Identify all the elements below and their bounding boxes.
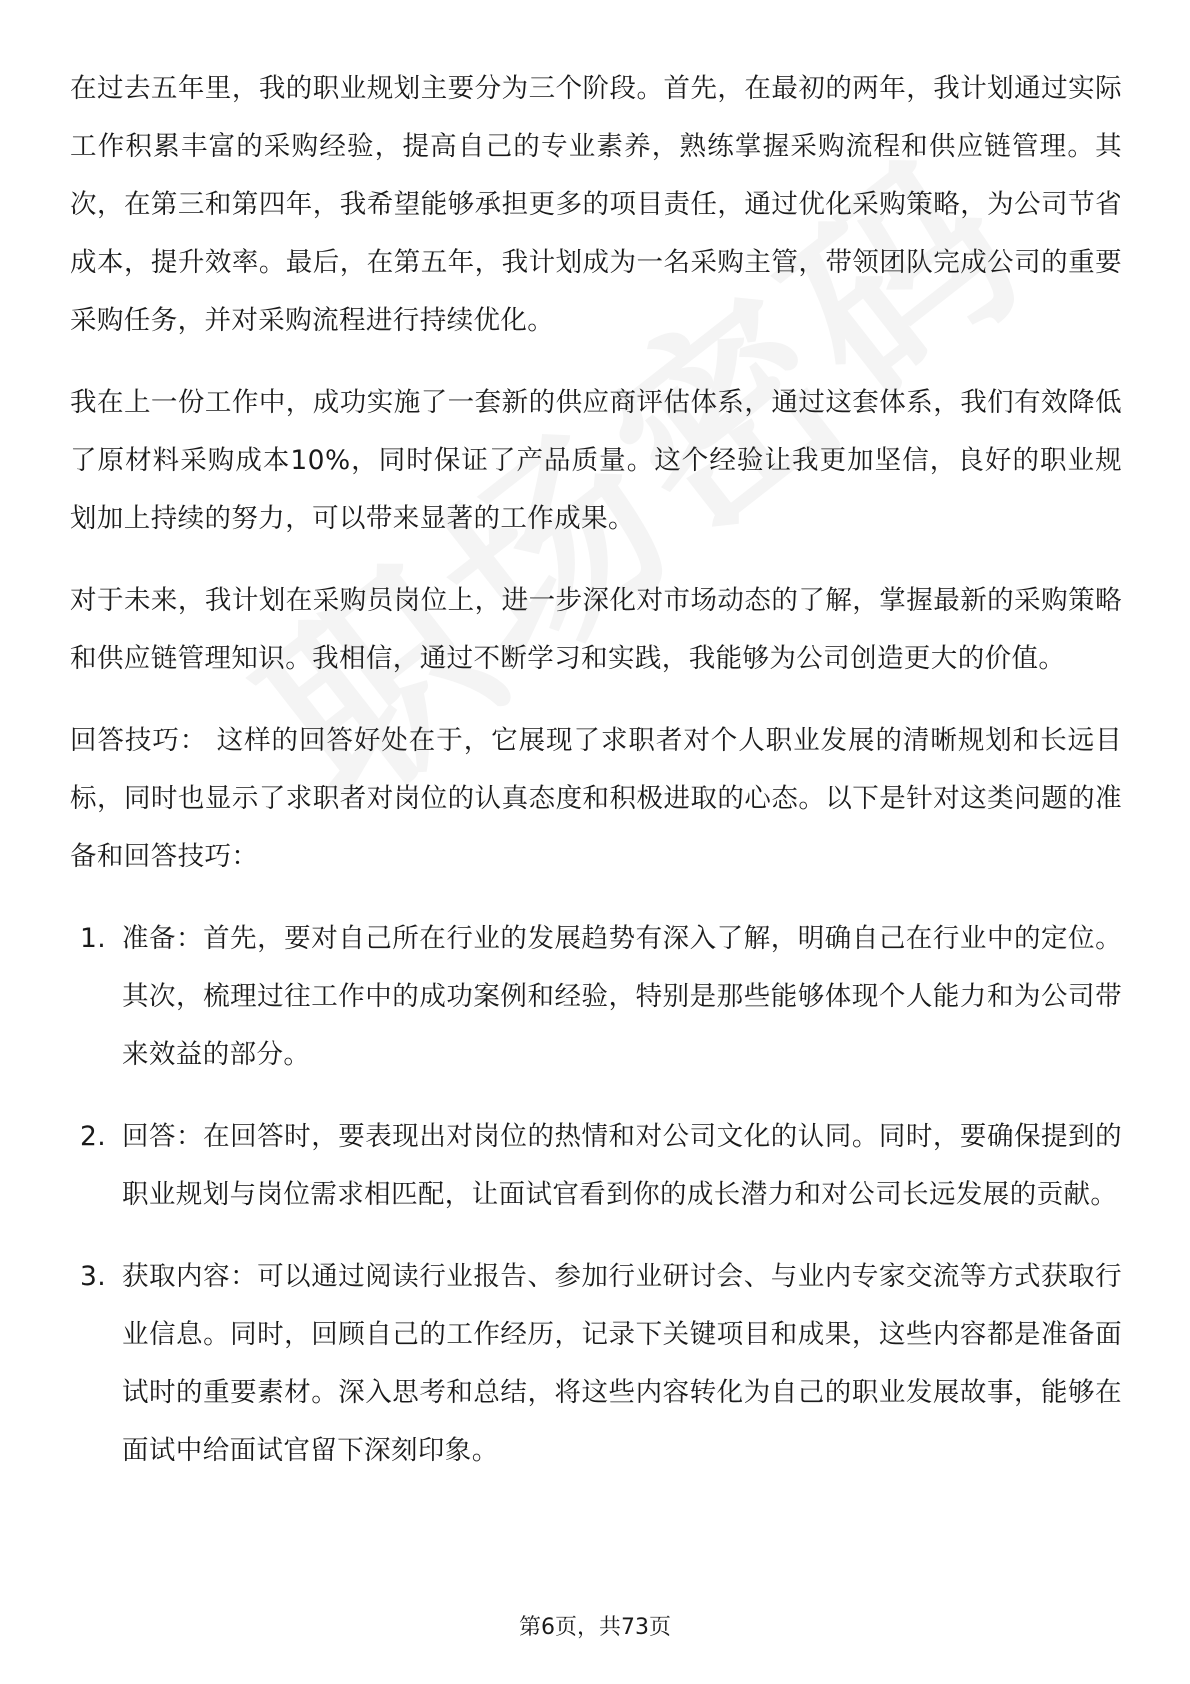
paragraph-future-plan: 对于未来，我计划在采购员岗位上，进一步深化对市场动态的了解，掌握最新的采购策略和供应链管理知识。我相信，通过不断学习和实践，我能够为公司创造更大的价值。 [70, 585, 1122, 674]
list-item-text: 获取内容：可以通过阅读行业报告、参加行业研讨会、与业内专家交流等方式获取行业信息。同时，回顾自己的工作经历，记录下关键项目和成果，这些内容都是准备面试时的重要素材。深入思考和总结，将这些内容转化为自己的职业发展故事，能够在面试中给面试官留下深刻印象。 [122, 1261, 1122, 1466]
list-item-number: 2. [80, 1121, 107, 1152]
list-item [70, 1108, 1122, 1224]
list-item-text: 回答：在回答时，要表现出对岗位的热情和对公司文化的认同。同时，要确保提到的职业规划与岗位需求相匹配，让面试官看到你的成长潜力和对公司长远发展的贡献。 [122, 1121, 1122, 1210]
paragraph-answer-tips: 回答技巧： 这样的回答好处在于，它展现了求职者对个人职业发展的清晰规划和长远目标，同时也显示了求职者对岗位的认真态度和积极进取的心态。以下是针对这类问题的准备和回答技巧： [70, 725, 1122, 872]
page-footer [0, 1610, 1190, 1641]
paragraph-career-plan: 在过去五年里，我的职业规划主要分为三个阶段。首先，在最初的两年，我计划通过实际工作积累丰富的采购经验，提高自己的专业素养，熟练掌握采购流程和供应链管理。其次，在第三和第四年，我希望能够承担更多的项目责任，通过优化采购策略，为公司节省成本，提升效率。最后，在第五年，我计划成为一名采购主管，带领团队完成公司的重要采购任务，并对采购流程进行持续优化。 [70, 73, 1122, 336]
document-body [70, 60, 1122, 1504]
paragraph-past-experience: 我在上一份工作中，成功实施了一套新的供应商评估体系，通过这套体系，我们有效降低了原材料采购成本10%，同时保证了产品质量。这个经验让我更加坚信，良好的职业规划加上持续的努力，可以带来显著的工作成果。 [70, 387, 1122, 534]
list-item-text: 准备：首先，要对自己所在行业的发展趋势有深入了解，明确自己在行业中的定位。其次，梳理过往工作中的成功案例和经验，特别是那些能够体现个人能力和为公司带来效益的部分。 [122, 923, 1122, 1070]
tips-list [70, 910, 1122, 1480]
list-item [70, 1248, 1122, 1480]
list-item [70, 910, 1122, 1084]
page-number: 第6页，共73页 [519, 1615, 671, 1640]
list-item-number: 3. [80, 1261, 107, 1292]
list-item-number: 1. [80, 923, 107, 954]
